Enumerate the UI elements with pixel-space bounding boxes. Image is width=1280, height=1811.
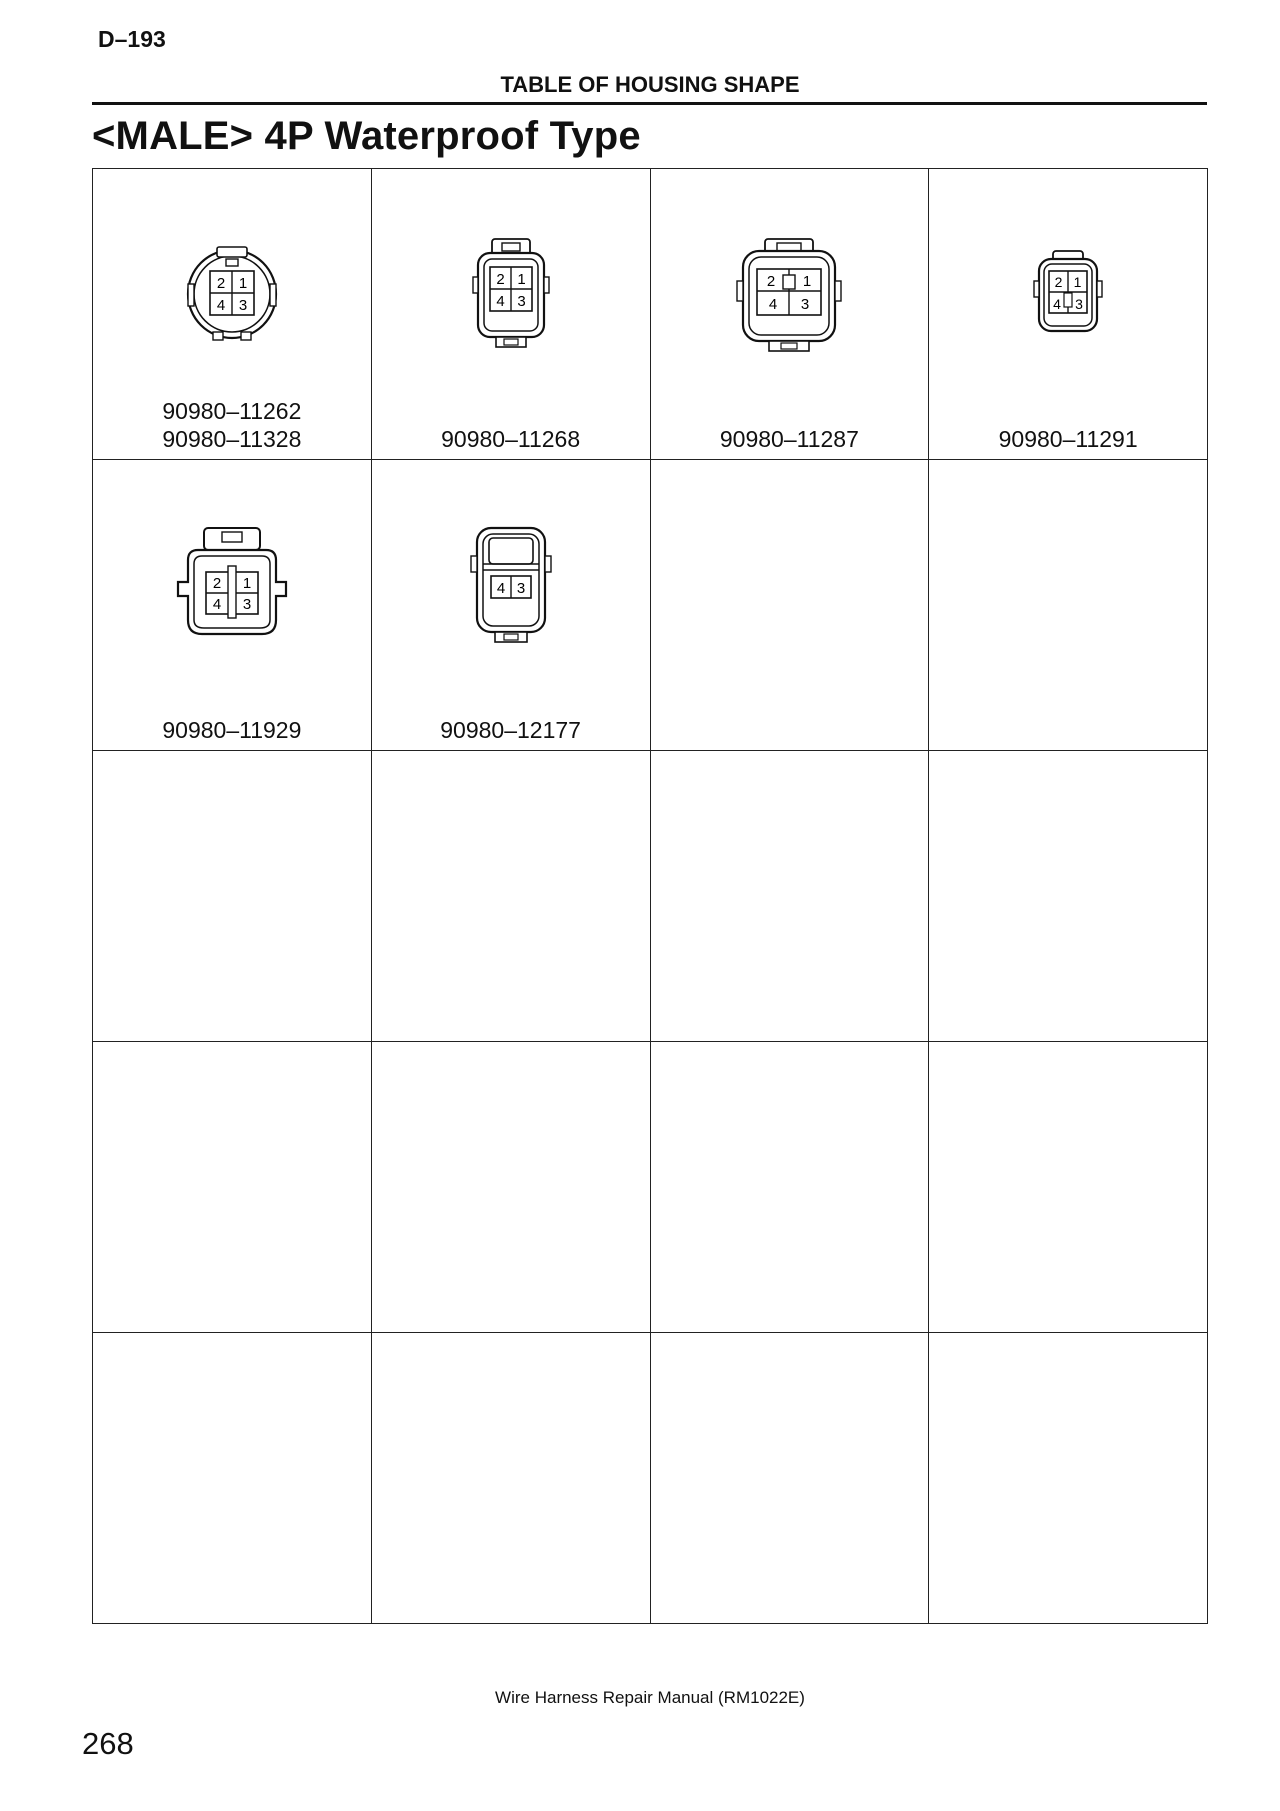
part-number: 90980–11268 <box>441 426 581 452</box>
empty-cell <box>650 460 929 751</box>
header-divider <box>92 102 1207 105</box>
table-row <box>93 1333 1208 1624</box>
connector-rect-narrow-icon <box>1023 229 1113 359</box>
pin-label: 4 <box>495 293 505 310</box>
part-number-list <box>929 425 1207 453</box>
pin-label: 2 <box>767 273 776 290</box>
pin-label: 4 <box>1053 296 1062 312</box>
part-number: 90980–12177 <box>440 717 581 743</box>
table-row <box>93 169 1208 460</box>
pin-label: 1 <box>242 575 252 592</box>
empty-cell <box>93 751 372 1042</box>
pin-label: 3 <box>516 293 526 310</box>
table-row <box>93 751 1208 1042</box>
part-number: 90980–11291 <box>998 426 1138 452</box>
empty-cell <box>650 1042 929 1333</box>
pin-label: 3 <box>1075 296 1084 312</box>
connector-cell <box>371 169 650 460</box>
pin-label: 2 <box>495 271 505 288</box>
pin-label: 3 <box>801 296 810 313</box>
pin-label: 1 <box>516 271 526 288</box>
part-number-list <box>651 425 929 453</box>
empty-cell <box>929 460 1208 751</box>
empty-cell <box>929 1042 1208 1333</box>
connector-rect-tall-icon <box>461 520 561 650</box>
empty-cell <box>93 1042 372 1333</box>
page-code: D–193 <box>98 26 166 52</box>
part-number-list <box>372 425 650 453</box>
empty-cell <box>371 1042 650 1333</box>
manual-title: Wire Harness Repair Manual (RM1022E) <box>495 1688 805 1707</box>
pin-label: 1 <box>803 273 812 290</box>
part-number-list <box>93 716 371 744</box>
page-number: 268 <box>82 1726 134 1761</box>
part-number-list <box>93 397 371 453</box>
empty-cell <box>929 751 1208 1042</box>
empty-cell <box>371 751 650 1042</box>
pin-label: 2 <box>216 275 226 292</box>
connector-cell <box>650 169 929 460</box>
pin-label: 3 <box>242 596 252 613</box>
part-number: 90980–11929 <box>162 717 302 743</box>
connector-rect-flanged-icon <box>172 520 292 650</box>
pin-label: 4 <box>496 580 505 597</box>
empty-cell <box>929 1333 1208 1624</box>
pin-label: 3 <box>516 580 525 597</box>
empty-cell <box>650 751 929 1042</box>
pin-label: 1 <box>1073 274 1082 290</box>
pin-label: 4 <box>216 297 226 314</box>
part-number: 90980–11262 <box>162 398 302 424</box>
pin-label: 4 <box>769 296 778 313</box>
empty-cell <box>650 1333 929 1624</box>
connector-cell <box>371 460 650 751</box>
pin-label: 3 <box>238 297 248 314</box>
page-title: <MALE> 4P Waterproof Type <box>92 114 641 158</box>
connector-rect-small-icon <box>466 229 556 359</box>
connector-rect-wide-icon <box>729 229 849 359</box>
part-number: 90980–11287 <box>719 426 859 452</box>
empty-cell <box>371 1333 650 1624</box>
part-number: 90980–11328 <box>162 426 302 452</box>
connector-cell <box>93 460 372 751</box>
connector-cell <box>929 169 1208 460</box>
part-number-list <box>372 716 650 744</box>
table-row <box>93 1042 1208 1333</box>
connector-cell <box>93 169 372 460</box>
pin-label: 1 <box>238 275 248 292</box>
pin-label: 2 <box>1054 274 1063 290</box>
pin-label: 4 <box>212 596 222 613</box>
table-row <box>93 460 1208 751</box>
pin-label: 2 <box>212 575 222 592</box>
empty-cell <box>93 1333 372 1624</box>
connector-round-icon <box>177 229 287 359</box>
housing-shape-table <box>92 168 1208 1624</box>
section-title: TABLE OF HOUSING SHAPE <box>500 72 800 97</box>
